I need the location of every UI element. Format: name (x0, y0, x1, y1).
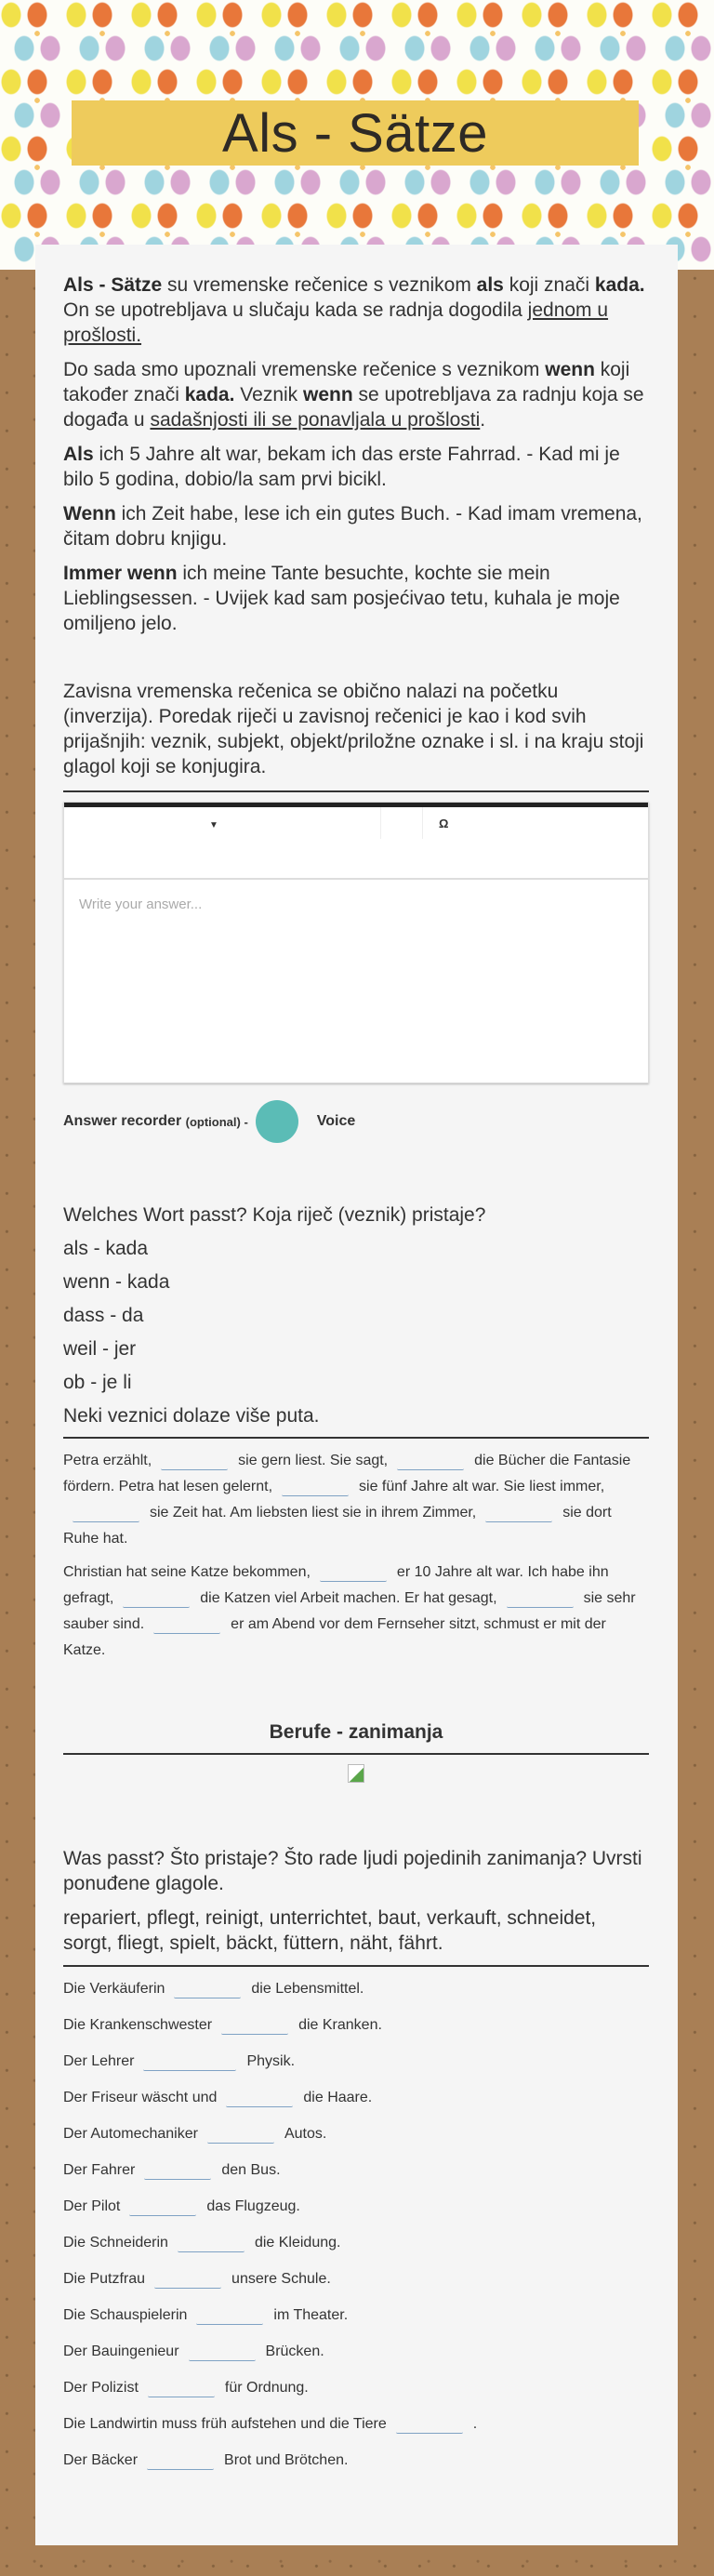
text: Die Putzfrau (63, 2271, 146, 2287)
underlined-text: sadašnjosti ili se ponavljala u prošlosti (150, 409, 481, 431)
bold-text: kada. (594, 274, 645, 296)
text: Der Pilot (63, 2198, 121, 2214)
sentence-row (63, 2370, 649, 2406)
blank-input[interactable] (153, 1616, 220, 1634)
text: se upotrebljava za radnju koja se događa u (63, 384, 644, 431)
text: On se upotrebljava u slučaju kada se radnja dogodila (63, 299, 528, 321)
bold-text: Als (63, 444, 94, 465)
text: Autos. (284, 2126, 327, 2142)
text: . (472, 2416, 478, 2432)
text: ich 5 Jahre alt war, bekam ich das erste Fahrrad. - Kad mi je bilo 5 godina, dobio/la sam prvi bicikl. (63, 444, 620, 490)
text: Der Bauingenieur (63, 2344, 179, 2359)
text: Petra erzählt, (63, 1453, 152, 1468)
text: er 10 Jahre alt war. Ich habe ihn gefragt, (63, 1564, 609, 1606)
option: als - kada (63, 1238, 149, 1259)
text: Physik. (246, 2053, 296, 2069)
section-heading: Berufe - zanimanja (269, 1721, 443, 1743)
question1-text: Zavisna vremenska rečenica se obično nalazi na početku (inverzija). Poredak riječi u zavisnoj rečenici je kao i kod svih prijašnjih: veznik, subjekt, objekt/priložne oznake i sl. i na kraju stoji glagol koji se konjugira. (63, 681, 644, 777)
text: Die Verkäuferin (63, 1981, 165, 1997)
text: Der Automechaniker (63, 2126, 198, 2142)
text: Do sada smo upoznali vremenske rečenice s veznikom (63, 359, 546, 380)
text: koji također znači (63, 359, 630, 405)
toolbar-separator (422, 807, 423, 839)
blank-input[interactable] (196, 2307, 263, 2325)
text: sie Zeit hat. Am liebsten liest sie in ihrem Zimmer, (150, 1505, 477, 1520)
text: sie sehr sauber sind. (63, 1590, 636, 1632)
answer-recorder (63, 1100, 649, 1143)
content-card (35, 245, 678, 2545)
text: die Bücher die Fantasie fördern. Petra hat lesen gelernt, (63, 1453, 631, 1494)
blank-input[interactable] (207, 2126, 274, 2144)
blank-input[interactable] (396, 2416, 463, 2434)
blank-input[interactable] (143, 2053, 236, 2071)
broken-image-icon (348, 1764, 364, 1783)
text: su vremenske rečenice s veznikom (162, 274, 477, 296)
text: Christian hat seine Katze bekommen, (63, 1564, 311, 1580)
text: die Kranken. (298, 2017, 382, 2033)
text: den Bus. (221, 2162, 281, 2178)
blank-input[interactable] (226, 2090, 293, 2107)
blank-input[interactable] (123, 1590, 190, 1608)
text: Veznik (234, 384, 303, 405)
text: im Theater. (273, 2307, 349, 2323)
text: für Ordnung. (224, 2380, 309, 2396)
text: die Lebensmittel. (251, 1981, 364, 1997)
text: Die Schneiderin (63, 2235, 168, 2251)
text: das Flugzeug. (206, 2198, 300, 2214)
blank-input[interactable] (73, 1505, 139, 1522)
record-button[interactable] (256, 1100, 298, 1143)
intro-paragraph-2 (63, 357, 649, 432)
sentence-row (63, 2261, 649, 2297)
text: ich meine Tante besuchte, kochte sie mein Lieblingsessen. - Uvijek kad sam posjećivao tetu, kuhala je moje omiljeno jelo. (63, 563, 620, 634)
text: Brot und Brötchen. (224, 2452, 349, 2468)
blank-input[interactable] (144, 2162, 211, 2180)
example-als (63, 442, 649, 492)
bold-text: Als - Sätze (63, 274, 163, 296)
answer-editor (63, 802, 649, 1083)
text: Die Schauspielerin (63, 2307, 188, 2323)
text: die Kleidung. (254, 2235, 341, 2251)
text: Der Lehrer (63, 2053, 135, 2069)
text: sie gern liest. Sie sagt, (238, 1453, 389, 1468)
example-wenn (63, 501, 649, 551)
sentence-row (63, 1971, 649, 2007)
option: ob - je li (63, 1372, 132, 1393)
bold-text: kada. (184, 384, 235, 405)
blank-input[interactable] (485, 1505, 552, 1522)
sentence-row (63, 2333, 649, 2370)
blank-input[interactable] (148, 2380, 215, 2397)
special-character-button[interactable]: Ω (439, 817, 449, 830)
option: weil - jer (63, 1338, 137, 1360)
sentence-row (63, 2116, 649, 2152)
question3-text: Was passt? Što pristaje? Što rade ljudi pojedinih zanimanja? Uvrsti ponuđene glagole. (63, 1848, 642, 1894)
blank-input[interactable] (161, 1453, 228, 1470)
title-banner (72, 100, 639, 166)
voice-label: Voice (316, 1113, 356, 1129)
bold-text: Wenn (63, 503, 116, 524)
blank-input[interactable] (189, 2344, 256, 2361)
sentence-row (63, 2152, 649, 2188)
underlined-text: jednom u prošlosti. (63, 299, 609, 346)
verb-list: repariert, pflegt, reinigt, unterrichtet, baut, verkauft, schneidet, sorgt, fliegt, spielt, bäckt, füttern, näht, fährt. (63, 1907, 597, 1954)
option: wenn - kada (63, 1271, 170, 1293)
example-immer-wenn (63, 561, 649, 636)
option: dass - da (63, 1305, 144, 1326)
blank-input[interactable] (174, 1981, 241, 1998)
text: Der Bäcker (63, 2452, 139, 2468)
sentence-row (63, 2079, 649, 2116)
divider (63, 1437, 649, 1439)
text: sie dort Ruhe hat. (63, 1505, 612, 1547)
sentence-row (63, 2007, 649, 2043)
blank-input[interactable] (147, 2452, 214, 2470)
divider (63, 1753, 649, 1755)
recorder-optional: (optional) - (185, 1114, 248, 1129)
text: koji znači (503, 274, 595, 296)
intro-paragraph-1 (63, 272, 649, 348)
blank-input[interactable] (154, 2271, 221, 2289)
sentence-row (63, 2442, 649, 2478)
text: Der Polizist (63, 2380, 139, 2396)
text: Die Landwirtin muss früh aufstehen und die Tiere (63, 2416, 387, 2432)
toolbar-separator (380, 807, 381, 839)
divider (63, 790, 649, 792)
text: Der Friseur wäscht und (63, 2090, 218, 2105)
editor-toolbar (64, 803, 648, 880)
bold-text: Immer wenn (63, 563, 178, 584)
blank-input[interactable] (320, 1564, 387, 1582)
text: die Katzen viel Arbeit machen. Er hat gesagt, (200, 1590, 497, 1606)
sentence-row (63, 2188, 649, 2224)
text: Die Krankenschwester (63, 2017, 213, 2033)
question2 (63, 1199, 649, 1433)
sentence-row (63, 2406, 649, 2442)
blank-input[interactable] (507, 1590, 574, 1608)
page-title: Als - Sätze (222, 102, 488, 164)
bold-text: als (476, 274, 504, 296)
job-sentences (63, 1971, 649, 2478)
question2-title: Welches Wort passt? Koja riječ (veznik) pristaje? (63, 1204, 486, 1226)
text: Brücken. (265, 2344, 324, 2359)
text: unsere Schule. (231, 2271, 331, 2287)
bold-text: wenn (545, 359, 595, 380)
blank-input[interactable] (282, 1479, 349, 1496)
sentence-row (63, 2224, 649, 2261)
text: er am Abend vor dem Fernseher sitzt, schmust er mit der Katze. (63, 1616, 606, 1658)
caret-down-icon[interactable]: ▼ (209, 820, 218, 830)
petra-text (63, 1448, 649, 1552)
blank-input[interactable] (397, 1453, 464, 1470)
blank-input[interactable] (129, 2198, 196, 2216)
sentence-row (63, 2043, 649, 2079)
blank-input[interactable] (221, 2017, 288, 2035)
text: Der Fahrer (63, 2162, 136, 2178)
answer-textarea[interactable]: Write your answer... (79, 896, 203, 912)
text: . (480, 409, 486, 431)
christian-text (63, 1560, 649, 1664)
divider (63, 1965, 649, 1967)
note: Neki veznici dolaze više puta. (63, 1405, 320, 1427)
blank-input[interactable] (178, 2235, 245, 2252)
recorder-label: Answer recorder (63, 1113, 182, 1129)
text: die Haare. (303, 2090, 373, 2105)
sentence-row (63, 2297, 649, 2333)
bold-text: wenn (303, 384, 353, 405)
text: ich Zeit habe, lese ich ein gutes Buch. - Kad imam vremena, čitam dobru knjigu. (63, 503, 642, 550)
text: sie fünf Jahre alt war. Sie liest immer, (359, 1479, 605, 1494)
